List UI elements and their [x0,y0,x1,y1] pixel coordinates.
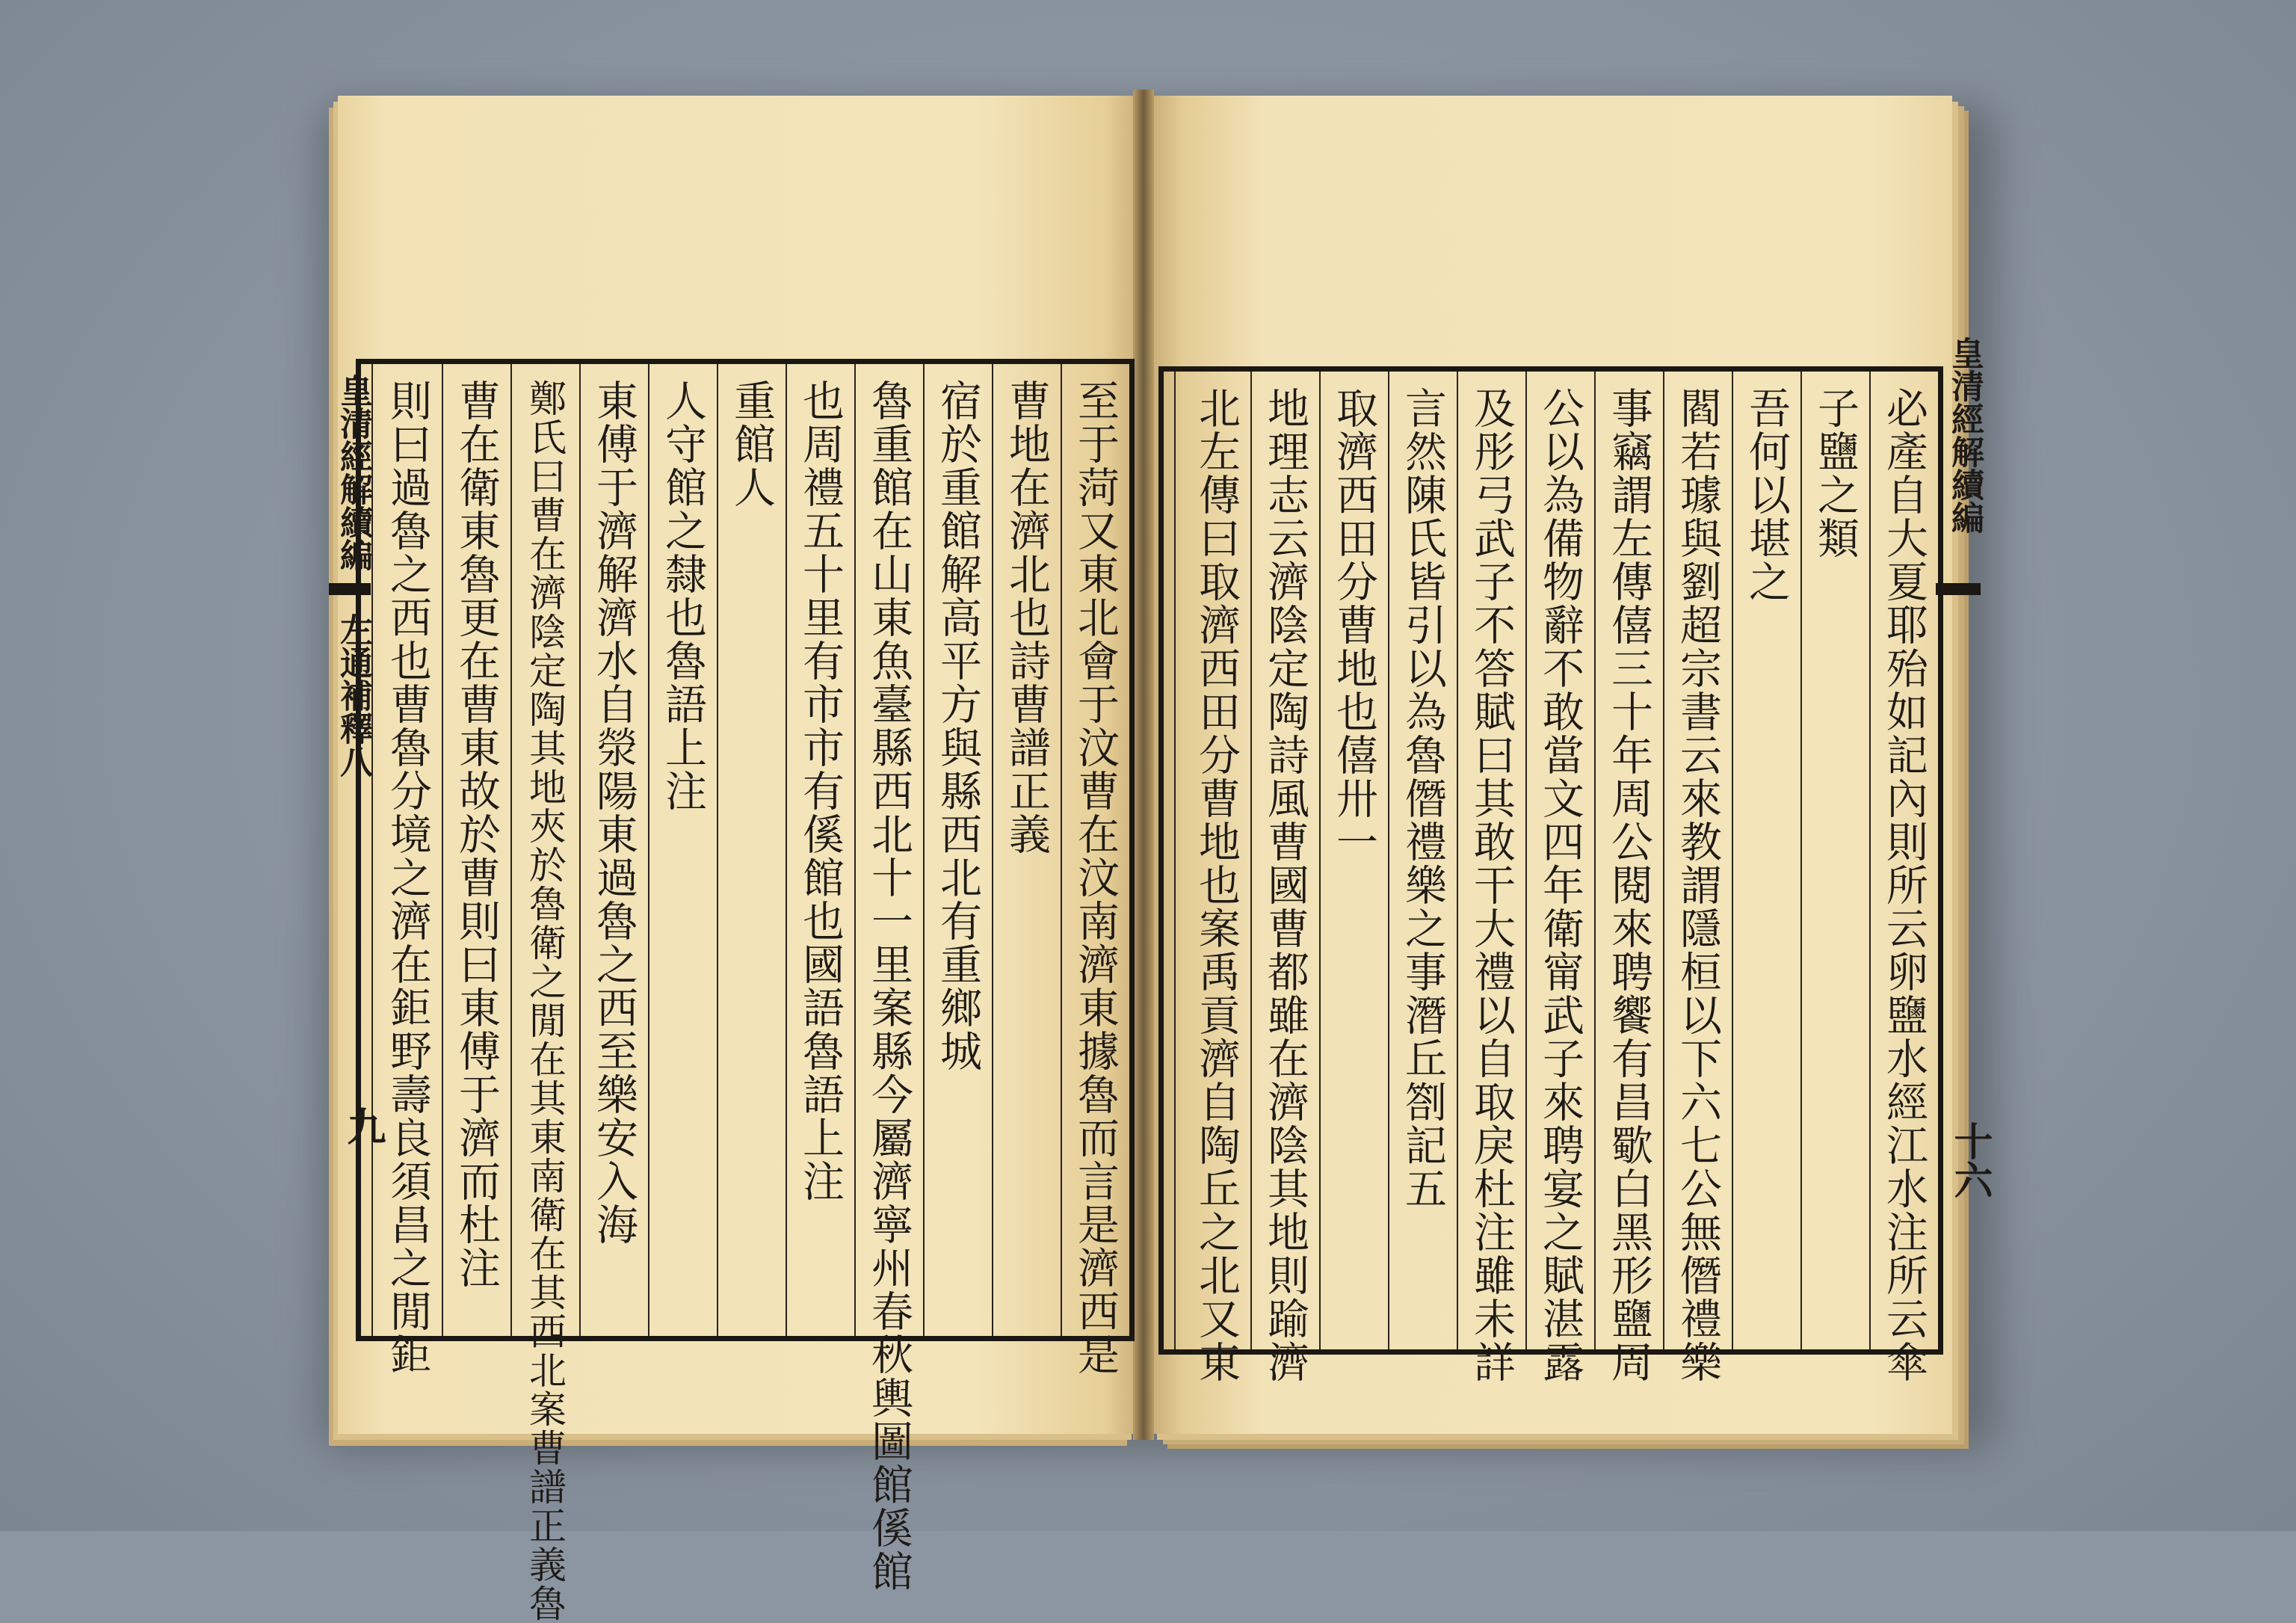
right-column-2: 子鹽之類 [1800,372,1869,1349]
right-leaf-number: 十六 [1947,1121,1993,1199]
left-column-4: 魯重館在山東魚臺縣西北十一里案縣今屬濟寧州春秋輿圖館傒館 [854,364,923,1336]
left-column-9: 鄭氏曰曹在濟陰定陶其地夾於魯衛之閒在其東南衛在其西北案曹譜正義魯 [510,364,579,1336]
right-column-5: 事竊謂左傳僖三十年周公閱來聘饗有昌歜白黑形鹽周 [1594,372,1663,1349]
right-text-frame [1158,366,1943,1384]
left-column-11: 則曰過魯之西也曹魯分境之濟在鉅野壽良須昌之閒鉅 [371,364,442,1336]
right-fold-mark [1936,583,1981,595]
right-column-4: 閻若璩與劉超宗書云來教謂隱桓以下六七公無僭禮樂 [1663,372,1732,1349]
right-column-3: 吾何以堪之 [1732,372,1800,1349]
left-section-title: 左通補釋八 [334,613,372,777]
left-column-2: 曹地在濟北也詩曹譜正義 [992,364,1061,1336]
right-column-8: 言然陳氏皆引以為魯僭禮樂之事潛丘劄記五 [1388,372,1457,1349]
left-column-10: 曹在衛東魯更在曹東故於曹則曰東傅于濟而杜注 [442,364,510,1336]
left-column-6: 重館人 [717,364,786,1336]
left-column-1: 至于菏又東北會于汶曹在汶南濟東據魯而言是濟西是 [1061,364,1129,1336]
left-column-8: 東傅于濟解濟水自滎陽東過魯之西至樂安入海 [579,364,648,1336]
left-margin-title: 皇清經解續編 [334,374,372,571]
right-column-9: 取濟西田分曹地也僖卅一 [1319,372,1388,1349]
left-column-3: 宿於重館解高平方與縣西北有重鄉城 [923,364,992,1336]
right-column-10: 地理志云濟陰定陶詩風曹國曹都雖在濟陰其地則踰濟 [1250,372,1319,1349]
left-leaf-number: 九 [340,1106,386,1145]
left-column-5: 也周禮五十里有市市有傒館也國語魯語上注 [786,364,854,1336]
right-column-1: 必產自大夏耶殆如記內則所云卵鹽水經江水注所云傘 [1869,372,1938,1349]
right-column-6: 公以為備物辭不敢當文四年衛甯武子來聘宴之賦湛露 [1525,372,1594,1349]
book-gutter [1133,90,1154,1440]
right-column-11: 北左傳曰取濟西田分曹地也案禹貢濟自陶丘之北又東 [1174,372,1250,1349]
right-margin-title: 皇清經解續編 [1945,336,1984,534]
right-column-7: 及彤弓武子不答賦曰其敢干大禮以自取戾杜注雖未詳 [1457,372,1525,1349]
left-column-7: 人守館之隸也魯語上注 [648,364,717,1336]
left-fold-mark [329,583,371,595]
left-text-frame [356,359,1135,1623]
